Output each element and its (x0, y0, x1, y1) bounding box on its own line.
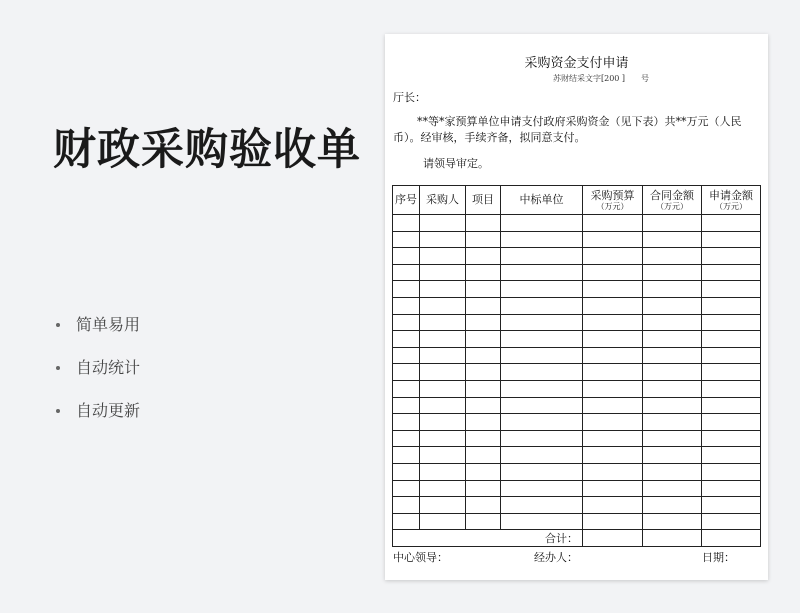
table-cell (466, 331, 501, 348)
table-cell (466, 463, 501, 480)
table-cell (466, 480, 501, 497)
table-cell (393, 314, 420, 331)
table-cell (501, 447, 583, 464)
table-cell (643, 430, 702, 447)
table-cell (643, 447, 702, 464)
table-cell (583, 497, 643, 514)
table-cell (466, 215, 501, 232)
total-label: 合计： (393, 530, 583, 547)
table-cell (702, 447, 761, 464)
table-cell (702, 347, 761, 364)
table-cell (393, 380, 420, 397)
table-cell (501, 215, 583, 232)
table-cell (501, 264, 583, 281)
table-cell (501, 347, 583, 364)
table-cell (393, 447, 420, 464)
table-cell (702, 463, 761, 480)
header-cell: 中标单位 (501, 186, 583, 215)
total-cell (643, 530, 702, 547)
table-row (393, 364, 761, 381)
handler-label: 经办人： (534, 551, 578, 564)
request-line: 请领导审定。 (423, 157, 489, 170)
date-label: 日期： (702, 551, 735, 564)
table-cell (702, 331, 761, 348)
payment-table (392, 185, 761, 547)
table-cell (420, 331, 466, 348)
table-cell (501, 297, 583, 314)
table-cell (583, 314, 643, 331)
table-cell (420, 497, 466, 514)
table-cell (702, 497, 761, 514)
table-cell (583, 231, 643, 248)
table-cell (643, 215, 702, 232)
table-cell (420, 397, 466, 414)
table-cell (702, 480, 761, 497)
table-cell (501, 281, 583, 298)
table-cell (501, 380, 583, 397)
feature-item: 自动统计 (56, 357, 140, 378)
table-cell (501, 397, 583, 414)
table-cell (393, 463, 420, 480)
table-cell (583, 347, 643, 364)
header-cell: 项目 (466, 186, 501, 215)
table-cell (420, 314, 466, 331)
table-cell (466, 513, 501, 530)
table-cell (393, 513, 420, 530)
table-cell (420, 463, 466, 480)
header-unit: （万元） (715, 201, 747, 211)
table-cell (583, 215, 643, 232)
total-cell (583, 530, 643, 547)
table-cell (702, 380, 761, 397)
table-cell (702, 297, 761, 314)
table-cell (420, 480, 466, 497)
table-cell (583, 430, 643, 447)
table-cell (420, 281, 466, 298)
header-cell: 采购预算 （万元） (583, 186, 643, 215)
table-row (393, 347, 761, 364)
table-cell (643, 314, 702, 331)
table-cell (420, 264, 466, 281)
salutation: 厅长： (393, 91, 426, 104)
header-cell: 序号 (393, 186, 420, 215)
table-cell (643, 248, 702, 265)
table-cell (643, 231, 702, 248)
table-cell (501, 331, 583, 348)
table-cell (420, 430, 466, 447)
table-cell (643, 281, 702, 298)
table-cell (702, 430, 761, 447)
table-cell (393, 414, 420, 431)
table-cell (466, 264, 501, 281)
table-cell (702, 314, 761, 331)
table-cell (393, 497, 420, 514)
table-cell (420, 231, 466, 248)
table-cell (583, 281, 643, 298)
table-cell (393, 281, 420, 298)
table-cell (702, 248, 761, 265)
table-cell (393, 347, 420, 364)
table-row (393, 480, 761, 497)
table-row (393, 281, 761, 298)
table-cell (420, 297, 466, 314)
table-cell (583, 331, 643, 348)
table-row (393, 513, 761, 530)
table-cell (466, 281, 501, 298)
header-cell: 采购人 (420, 186, 466, 215)
table-cell (643, 497, 702, 514)
table-cell (466, 297, 501, 314)
table-row (393, 314, 761, 331)
table-cell (393, 215, 420, 232)
document-page (385, 34, 768, 580)
payment-table-wrapper (392, 185, 761, 547)
table-cell (702, 264, 761, 281)
table-cell (393, 430, 420, 447)
header-unit: （万元） (596, 201, 629, 211)
table-cell (643, 463, 702, 480)
table-cell (583, 397, 643, 414)
table-cell (501, 248, 583, 265)
table-cell (466, 497, 501, 514)
table-row (393, 380, 761, 397)
table-cell (583, 264, 643, 281)
document-number: 苏财结采文字[200 ] 号 (553, 74, 650, 83)
table-cell (583, 480, 643, 497)
table-row (393, 430, 761, 447)
table-cell (420, 414, 466, 431)
table-cell (466, 414, 501, 431)
table-cell (420, 248, 466, 265)
table-cell (643, 397, 702, 414)
table-cell (501, 497, 583, 514)
table-cell (583, 414, 643, 431)
table-cell (643, 513, 702, 530)
table-cell (702, 513, 761, 530)
center-leader-label: 中心领导： (393, 551, 448, 564)
table-cell (583, 447, 643, 464)
table-cell (501, 430, 583, 447)
table-cell (393, 264, 420, 281)
table-cell (643, 347, 702, 364)
table-cell (501, 231, 583, 248)
hero-title: 财政采购验收单 (53, 125, 361, 175)
table-cell (420, 447, 466, 464)
table-cell (702, 231, 761, 248)
header-unit: （万元） (656, 201, 688, 211)
table-cell (420, 513, 466, 530)
table-cell (393, 231, 420, 248)
table-cell (466, 248, 501, 265)
table-cell (501, 414, 583, 431)
table-cell (643, 364, 702, 381)
table-cell (702, 215, 761, 232)
table-row (393, 248, 761, 265)
table-cell (420, 380, 466, 397)
table-cell (420, 364, 466, 381)
table-cell (643, 297, 702, 314)
table-cell (643, 414, 702, 431)
table-cell (583, 463, 643, 480)
table-cell (702, 414, 761, 431)
table-cell (466, 231, 501, 248)
table-cell (466, 397, 501, 414)
table-cell (702, 364, 761, 381)
table-cell (583, 248, 643, 265)
table-cell (583, 513, 643, 530)
table-row (393, 447, 761, 464)
table-cell (466, 314, 501, 331)
table-cell (420, 347, 466, 364)
table-row (393, 331, 761, 348)
table-cell (702, 397, 761, 414)
table-cell (466, 380, 501, 397)
table-body (393, 215, 761, 530)
total-row (393, 530, 761, 547)
table-header-row (393, 186, 761, 215)
table-cell (501, 314, 583, 331)
table-row (393, 264, 761, 281)
total-cell (702, 530, 761, 547)
table-cell (393, 297, 420, 314)
table-cell (643, 331, 702, 348)
header-cell: 申请金额 （万元） (702, 186, 761, 215)
table-cell (466, 430, 501, 447)
table-row (393, 397, 761, 414)
table-cell (583, 364, 643, 381)
table-cell (643, 264, 702, 281)
table-cell (583, 380, 643, 397)
table-cell (702, 281, 761, 298)
header-cell: 合同金额 （万元） (643, 186, 702, 215)
table-cell (501, 513, 583, 530)
table-cell (643, 380, 702, 397)
table-cell (466, 364, 501, 381)
table-cell (393, 397, 420, 414)
table-row (393, 231, 761, 248)
table-cell (466, 347, 501, 364)
table-cell (393, 248, 420, 265)
table-row (393, 215, 761, 232)
table-cell (643, 480, 702, 497)
table-cell (420, 215, 466, 232)
table-cell (501, 480, 583, 497)
table-cell (583, 297, 643, 314)
table-row (393, 497, 761, 514)
table-cell (393, 331, 420, 348)
table-cell (466, 447, 501, 464)
feature-list (56, 314, 140, 443)
table-cell (501, 364, 583, 381)
table-row (393, 414, 761, 431)
table-cell (501, 463, 583, 480)
document-title: 采购资金支付申请 (524, 56, 629, 71)
table-row (393, 463, 761, 480)
feature-item: 自动更新 (56, 400, 140, 421)
table-cell (393, 364, 420, 381)
body-paragraph: **等*家预算单位申请支付政府采购资金（见下表）共**万元（人民币）。经审核，手续齐备，拟同意支付。 (393, 115, 742, 144)
feature-item: 简单易用 (56, 314, 140, 335)
table-cell (393, 480, 420, 497)
table-row (393, 297, 761, 314)
